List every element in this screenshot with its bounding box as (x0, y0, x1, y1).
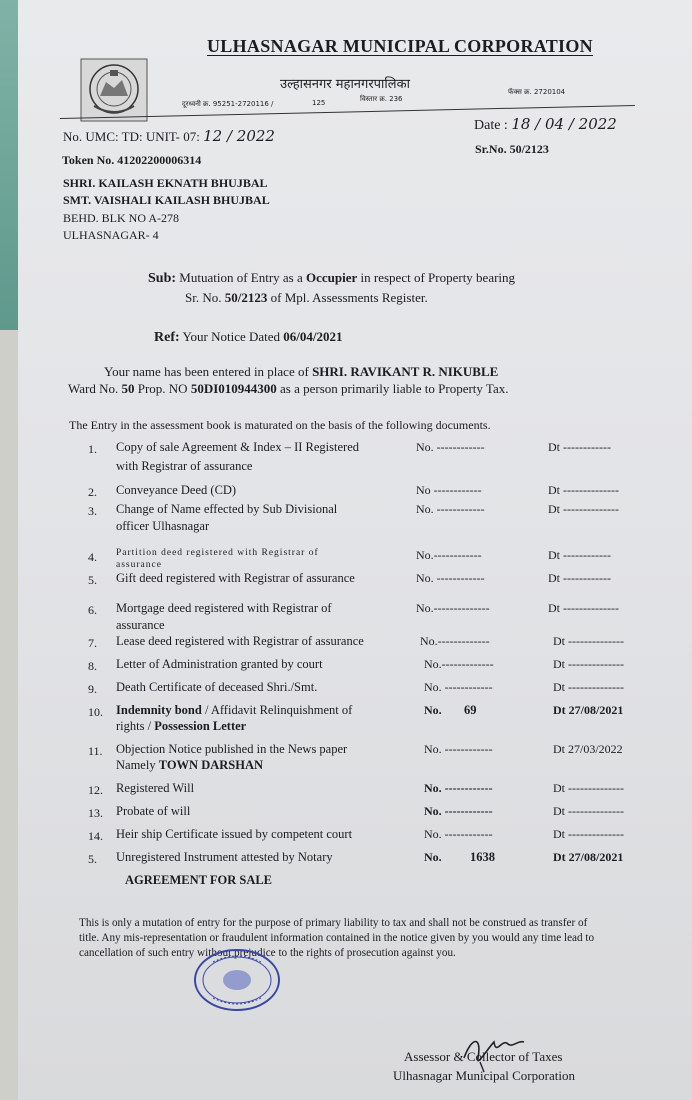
document-date: Dt 27/08/2021 (553, 850, 624, 864)
document-description-continued: assurance (116, 618, 165, 632)
document-reference-value: 69 (464, 703, 477, 717)
document-reference-no: No.-------------- (416, 601, 490, 615)
document-description-continued: Namely TOWN DARSHAN (116, 758, 263, 772)
document-description: Letter of Administration granted by court (116, 657, 323, 671)
token-number: Token No. 41202200006314 (62, 153, 202, 167)
document-date: Dt -------------- (548, 502, 619, 516)
address-line-3: BEHD. BLK NO A-278 (63, 211, 179, 225)
document-reference-no: No. ------------ (424, 742, 493, 756)
document-number: 13. (88, 806, 103, 820)
document-description: Unregistered Instrument attested by Notary (116, 850, 333, 864)
document-date: Dt 27/08/2021 (553, 703, 624, 717)
fax-line: फॅक्स क्र. 2720104 (508, 88, 566, 96)
document-description: Death Certificate of deceased Shri./Smt. (116, 680, 318, 694)
document-number: 12. (88, 783, 103, 797)
document-date: Dt -------------- (548, 601, 619, 615)
document-date: Dt ------------ (548, 571, 611, 585)
reference-number-handwritten: 12 / 2022 (203, 127, 275, 145)
addressee-line-1: SHRI. KAILASH EKNATH BHUJBAL (63, 176, 268, 190)
document-number: 8. (88, 659, 97, 673)
disclaimer-line-1: This is only a mutation of entry for the purpose of primary liability to tax and shall not be construed as transfer of (79, 917, 588, 929)
document-date: Dt -------------- (553, 781, 624, 795)
document-description: Mortgage deed registered with Registrar of (116, 601, 332, 615)
document-number: 11. (88, 744, 103, 758)
document-reference-no: No. ------------ (424, 781, 493, 795)
document-description: Objection Notice published in the News paper (116, 742, 348, 756)
document-reference-value: 1638 (470, 850, 495, 864)
document-reference-no: No. ------------ (416, 502, 485, 516)
document-number: 3. (88, 504, 97, 518)
addressee-line-2: SMT. VAISHALI KAILASH BHUJBAL (63, 193, 270, 207)
document-description-continued: rights / Possession Letter (116, 719, 247, 733)
document-date: Dt -------------- (548, 483, 619, 497)
document-reference-no: No.------------- (420, 634, 490, 648)
body-line-1: Your name has been entered in place of SHRI. RAVIKANT R. NIKUBLE (104, 364, 499, 379)
body-line-2: Ward No. 50 Prop. NO 50DI010944300 as a person primarily liable to Property Tax. (68, 381, 509, 396)
document-reference-no: No ------------ (416, 483, 482, 497)
document-date: Dt 27/03/2022 (553, 742, 623, 756)
letter-date: Date : 18 / 04 / 2022 (474, 115, 617, 133)
document-date: Dt ------------ (548, 440, 611, 454)
document-number: 2. (88, 485, 97, 499)
extension-line: विस्तार क्र. 236 (360, 95, 403, 103)
document-number: 1. (88, 442, 97, 456)
document-description-continued: officer Ulhasnagar (116, 519, 210, 533)
document-number: 9. (88, 682, 97, 696)
document-description: Lease deed registered with Registrar of assurance (116, 634, 364, 648)
address-line-4: ULHASNAGAR- 4 (63, 228, 159, 242)
document-number: 14. (88, 829, 103, 843)
document-reference-no: No.------------- (424, 657, 494, 671)
document-description: Copy of sale Agreement & Index – II Registered (116, 440, 359, 454)
document-description: Heir ship Certificate issued by competent court (116, 827, 353, 841)
document-number: 10. (88, 705, 103, 719)
document-date: Dt ------------ (548, 548, 611, 562)
subject-line-2: Sr. No. 50/2123 of Mpl. Assessments Register. (185, 290, 428, 305)
document-reference-no: No. (424, 850, 442, 864)
disclaimer-line-2: title. Any mis-representation or fraudulent information contained in the notice given by you would any time lead to (79, 932, 595, 944)
document-number: 4. (88, 550, 97, 564)
document-description-continued: with Registrar of assurance (116, 459, 253, 473)
corporation-emblem-icon (80, 58, 148, 122)
document-description: Change of Name effected by Sub Divisional (116, 502, 338, 516)
documents-intro: The Entry in the assessment book is maturated on the basis of the following documents. (69, 418, 491, 432)
document-description: Partition deed registered with Registrar of (116, 548, 319, 558)
document-date: Dt -------------- (553, 827, 624, 841)
document-number: 5. (88, 573, 97, 587)
document-reference-no: No. ------------ (416, 440, 485, 454)
document-description: Gift deed registered with Registrar of assurance (116, 571, 355, 585)
document-reference-no: No. ------------ (424, 827, 493, 841)
subject-line-1: Sub: Mutuation of Entry as a Occupier in respect of Property bearing (148, 270, 516, 286)
signatory-designation: Assessor & Collector of Taxes (404, 1049, 563, 1064)
document-number: 6. (88, 603, 97, 617)
document-reference-no: No. ------------ (424, 804, 493, 818)
document-description: Indemnity bond / Affidavit Relinquishment of (116, 703, 353, 717)
document-description: Conveyance Deed (CD) (116, 483, 237, 497)
organization-title: ULHASNAGAR MUNICIPAL CORPORATION (207, 36, 593, 56)
document-number: 5. (88, 852, 97, 866)
document-description-continued: AGREEMENT FOR SALE (125, 873, 273, 887)
document-date: Dt -------------- (553, 657, 624, 671)
document-date: Dt -------------- (553, 634, 624, 648)
phone-extension: 125 (312, 99, 326, 107)
disclaimer-line-3: cancellation of such entry without prejudice to the rights of prosecution against you. (79, 947, 456, 959)
document-description: Registered Will (116, 781, 195, 795)
phone-line: दूरध्वनी क्र. 95251-2720116 / (182, 100, 274, 108)
document-number: 7. (88, 636, 97, 650)
serial-number: Sr.No. 50/2123 (475, 142, 549, 156)
document-reference-no: No.------------ (416, 548, 482, 562)
organization-title-hindi: उल्हासनगर महानगरपालिका (280, 77, 410, 92)
document-description: Probate of will (116, 804, 191, 818)
signatory-organization: Ulhasnagar Municipal Corporation (393, 1068, 575, 1083)
letter-date-handwritten: 18 / 04 / 2022 (511, 115, 617, 133)
document-reference-no: No. ------------ (424, 680, 493, 694)
official-seal-icon (193, 948, 281, 1012)
document-date: Dt -------------- (553, 680, 624, 694)
reference-number: No. UMC: TD: UNIT- 07: 12 / 2022 (63, 127, 275, 145)
document-reference-no: No. (424, 703, 442, 717)
document-description-continued: assurance (116, 560, 162, 570)
document-date: Dt -------------- (553, 804, 624, 818)
document-reference-no: No. ------------ (416, 571, 485, 585)
reference-line: Ref: Your Notice Dated 06/04/2021 (154, 329, 343, 345)
